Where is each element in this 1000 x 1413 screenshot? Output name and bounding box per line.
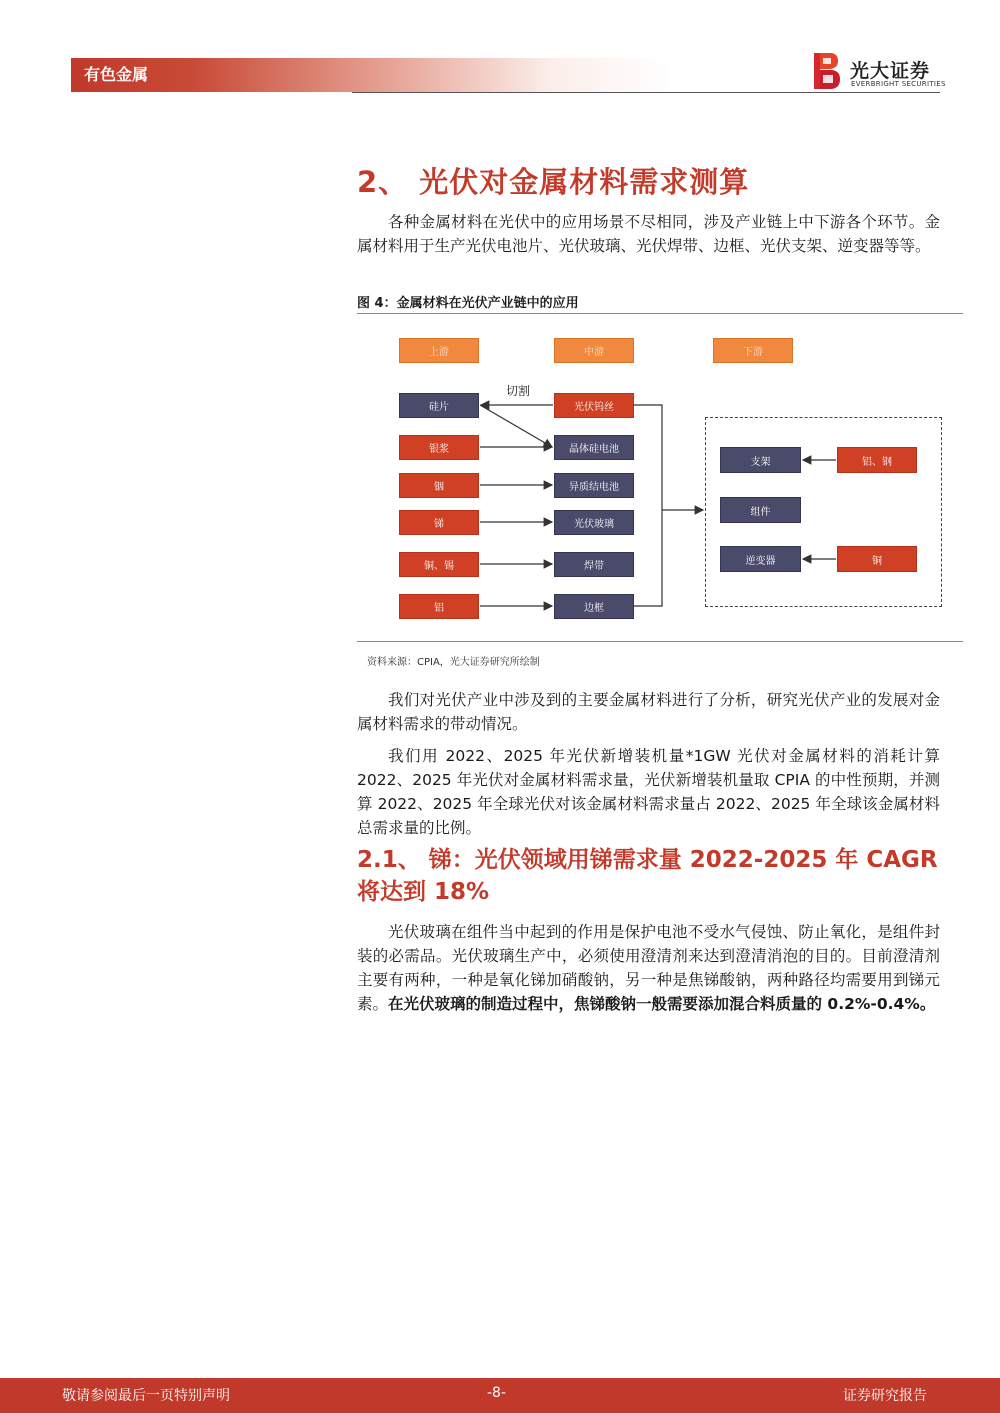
figure-bottom-rule (357, 641, 963, 642)
upstream-item-copper-tin: 铜、锡 (399, 552, 479, 577)
cut-label: 切割 (506, 384, 531, 398)
downstream-item-inverter: 逆变器 (720, 546, 801, 572)
downstream-input-copper: 铜 (837, 546, 917, 572)
midstream-item-crystalline-cell: 晶体硅电池 (554, 435, 634, 460)
subsection-heading: 2.1、 锑：光伏领域用锑需求量 2022-2025 年 CAGR 将达到 18% (357, 847, 938, 905)
downstream-item-module: 组件 (720, 497, 801, 523)
method-paragraph: 我们用 2022、2025 年光伏新增装机量*1GW 光伏对金属材料的消耗计算 2022、2025 年光伏对金属材料需求量，光伏新增装机量取 CPIA 的中性预期，并测算 2022、2025 年全球光伏对该金属材料需求量占 2022、2025 年全球该金属材料总需求量的比例。 (357, 747, 940, 837)
page-number: -8- (487, 1385, 507, 1401)
footer-report-type: 证券研究报告 (843, 1388, 927, 1404)
midstream-item-frame: 边框 (554, 594, 634, 619)
footer-disclaimer: 敬请参阅最后一页特别声明 (62, 1388, 230, 1404)
downstream-input-aluminum-steel: 铝、钢 (837, 447, 917, 473)
upstream-item-antimony: 锑 (399, 510, 479, 535)
antimony-bold-text: 在光伏玻璃的制造过程中，焦锑酸钠一般需要添加混合料质量的 0.2%-0.4%。 (388, 995, 936, 1013)
intro-paragraph: 各种金属材料在光伏中的应用场景不尽相同，涉及产业链上中下游各个环节。金属材料用于生产光伏电池片、光伏玻璃、光伏焊带、边框、光伏支架、逆变器等等。 (357, 213, 940, 255)
midstream-item-tungsten-wire: 光伏钨丝 (554, 393, 634, 418)
figure-title: 图 4：金属材料在光伏产业链中的应用 (357, 296, 579, 311)
logo-subtitle: EVERBRIGHT SECURITIES (851, 80, 946, 88)
midstream-item-heterojunction-cell: 异质结电池 (554, 473, 634, 498)
antimony-text: 光伏玻璃在组件当中起到的作用是保护电池不受水气侵蚀、防止氧化，是组件封装的必需品。光伏玻璃生产中，必须使用澄清剂来达到澄清消泡的目的。目前澄清剂主要有两种，一种是氧化锑加硝酸钠，另一种是焦锑酸钠，两种路径均需要用到锑元素。 (357, 923, 940, 1013)
midstream-item-pv-glass: 光伏玻璃 (554, 510, 634, 535)
section-heading: 2、 光伏对金属材料需求测算 (357, 165, 750, 199)
upstream-item-silver-paste: 银浆 (399, 435, 479, 460)
analysis-paragraph: 我们对光伏产业中涉及到的主要金属材料进行了分析，研究光伏产业的发展对金属材料需求的带动情况。 (357, 691, 940, 733)
logo-name: 光大证券 (850, 60, 931, 82)
upstream-item-aluminum: 铝 (399, 594, 479, 619)
upstream-item-silicon-wafer: 硅片 (399, 393, 479, 418)
midstream-item-ribbon: 焊带 (554, 552, 634, 577)
downstream-item-bracket: 支架 (720, 447, 801, 473)
section-label: 有色金属 (84, 65, 149, 84)
stage-downstream: 下游 (713, 338, 793, 363)
stage-midstream: 中游 (554, 338, 634, 363)
upstream-item-indium: 铟 (399, 473, 479, 498)
antimony-paragraph (357, 920, 940, 1016)
figure-source: 资料来源：CPIA，光大证券研究所绘制 (367, 657, 540, 668)
stage-upstream: 上游 (399, 338, 479, 363)
